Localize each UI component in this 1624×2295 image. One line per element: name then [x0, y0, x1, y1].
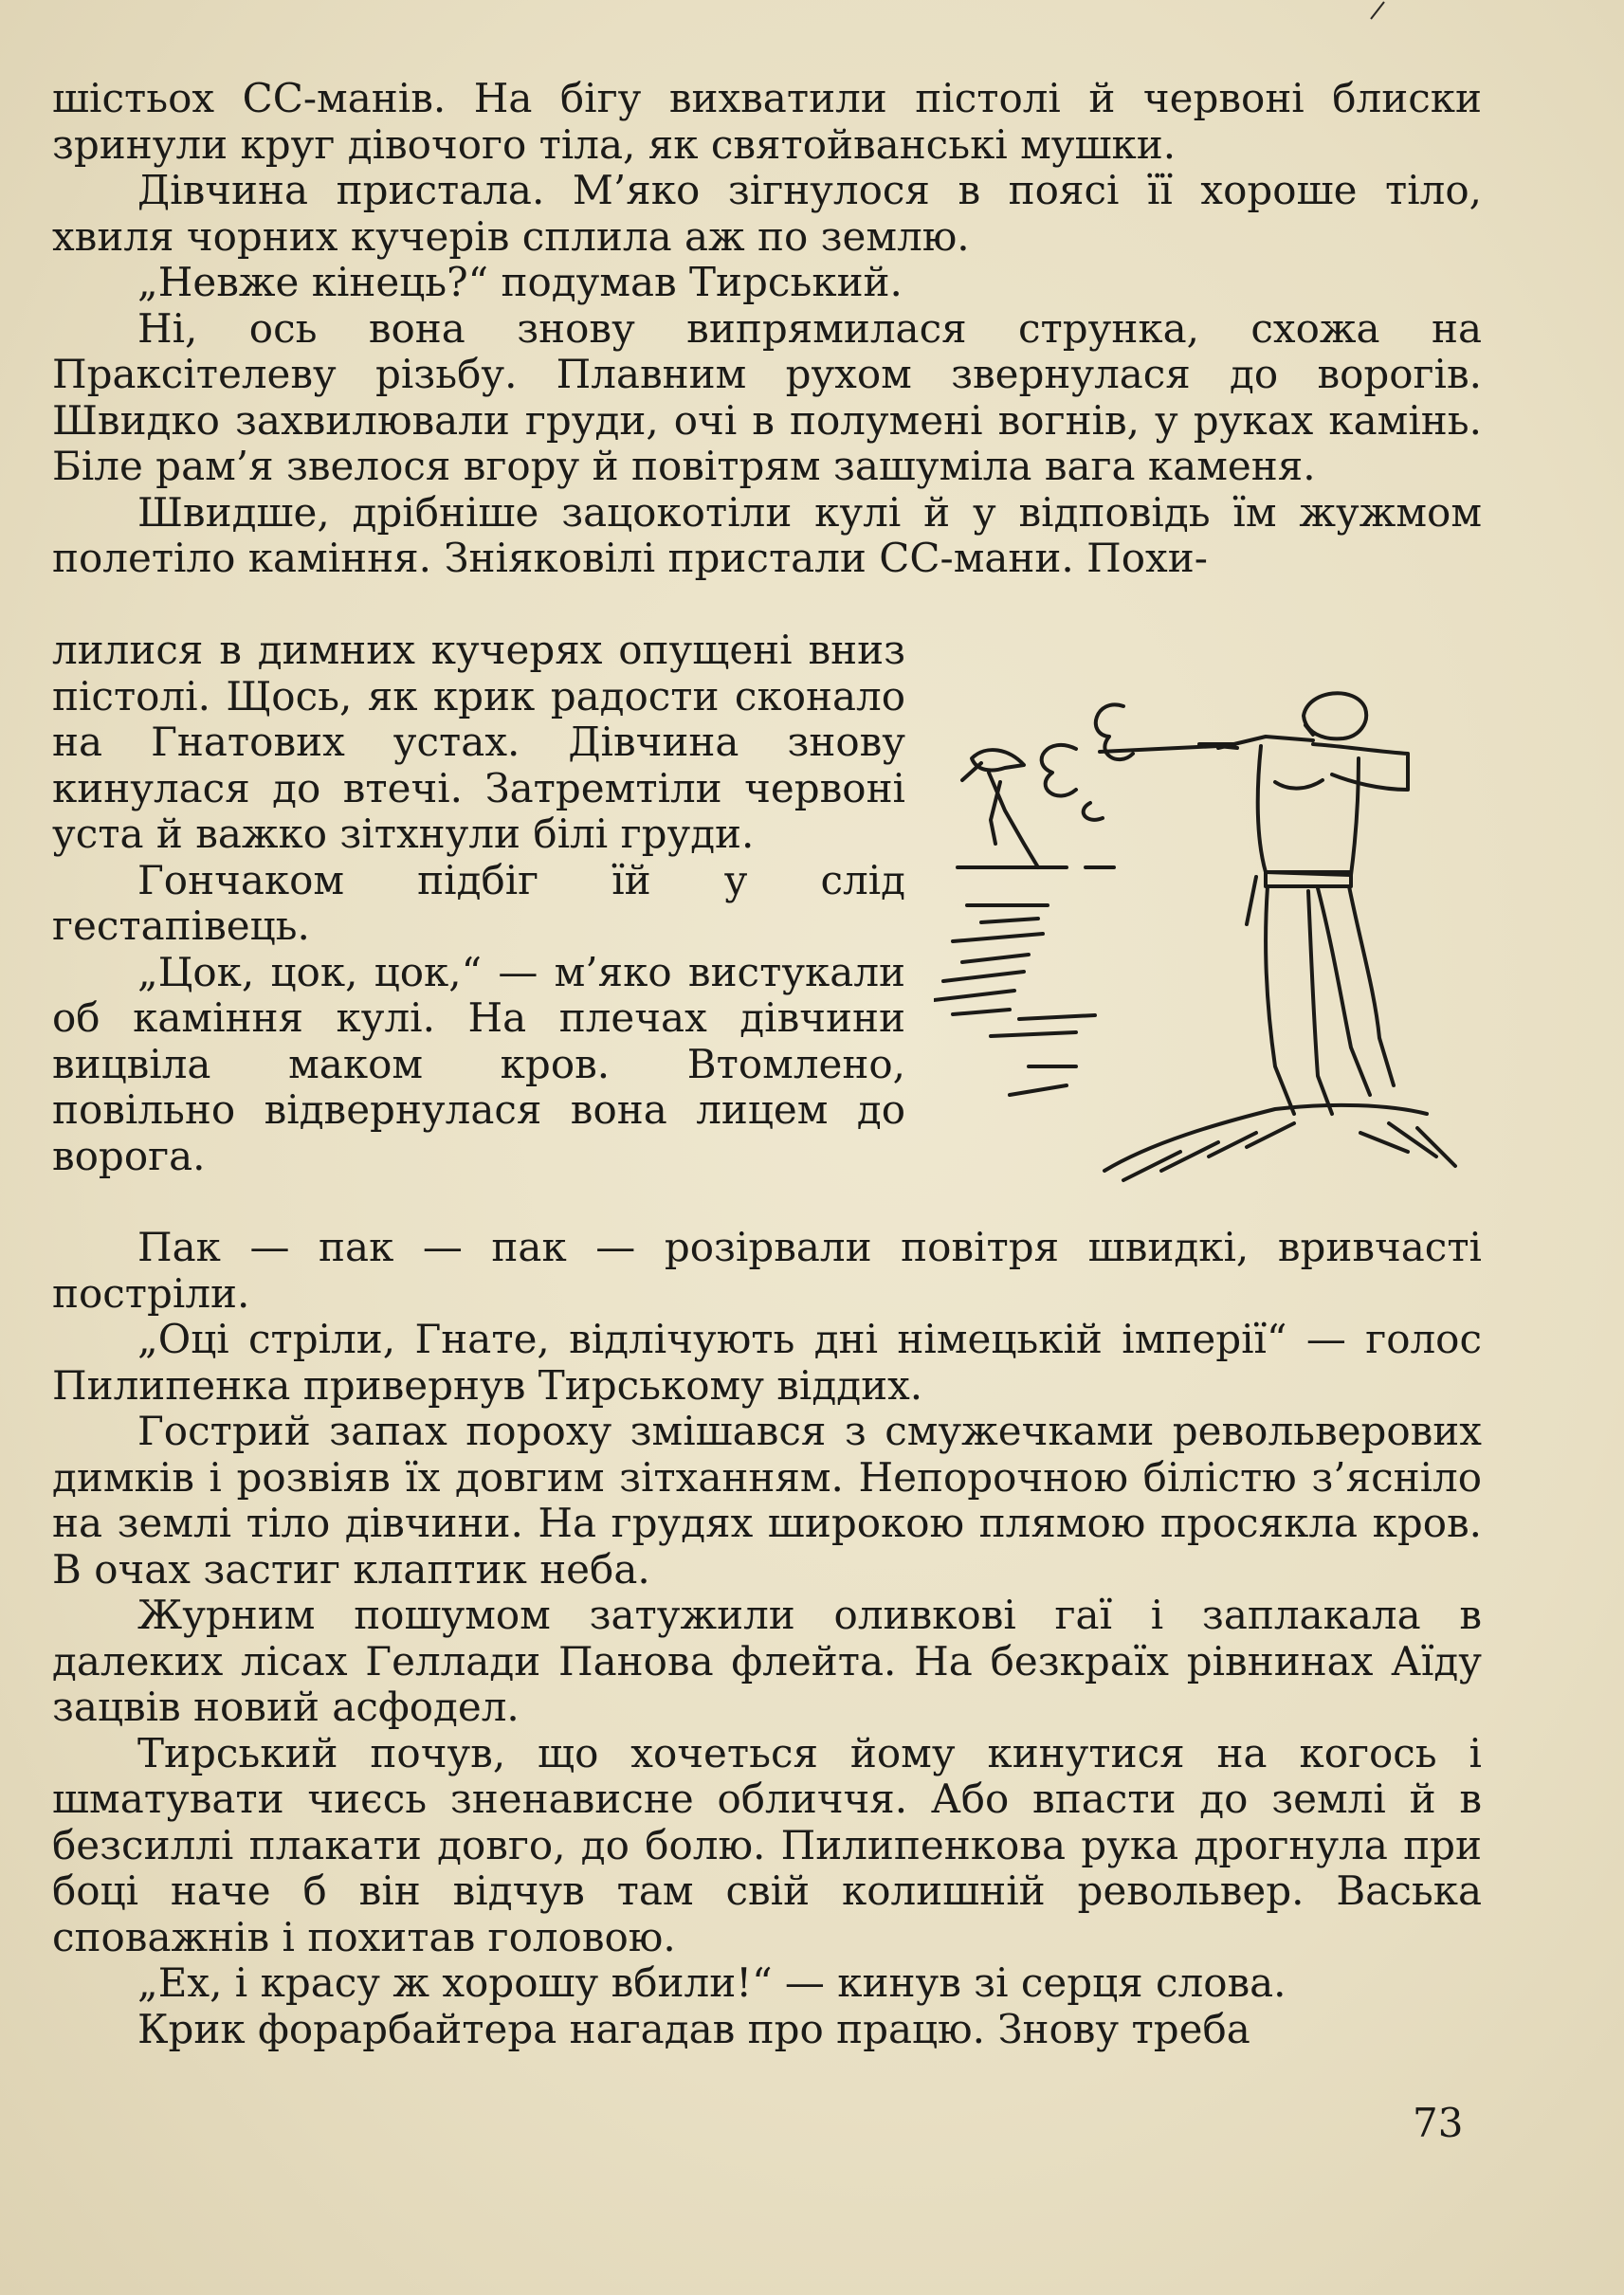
paragraph: Журним пошумом затужили оливкові гаї і заплакала в далеких лісах Геллади Панова флейта. На безкраїх рівнинах Аїду зацвів новий асфодел.	[52, 1592, 1482, 1730]
page-number: 73	[1413, 2100, 1464, 2146]
paragraph: Дівчина пристала. М’яко зігнулося в поясі її хороше тіло, хвиля чорних кучерів сплила аж по землю.	[52, 167, 1482, 260]
paragraph: Гончаком підбіг їй у слід гестапівець.	[52, 856, 905, 949]
paragraph: Тирський почув, що хочеться йому кинутися на когось і шматувати чиєсь зненависне обличчя. Або впасти до землі й в безсиллі плакати довго, до болю. Пилипенкова рука дрогнула при боці наче б він відчув там свій колишній револьвер. Васька споважнів і похитав головою.	[52, 1729, 1482, 1960]
paragraph: Пак — пак — пак — розірвали повітря швидкі, вривчасті постріли.	[52, 1224, 1482, 1317]
text-block-bottom	[52, 1225, 1482, 2052]
paragraph: шістьох СС-манів. На бігу вихватили пістолі й червоні блиски зринули круг дівочого тіла, як святойванські мушки.	[52, 75, 1482, 168]
paragraph: Швидше, дрібніше зацокотіли кулі й у відповідь їм жужмом полетіло каміння. Зніяковілі пристали СС-мани. Похи-	[52, 488, 1482, 581]
paragraph: Крик форарбайтера нагадав про працю. Знову треба	[137, 2005, 1250, 2052]
pen-mark	[1363, 0, 1392, 21]
smoke-puff	[1084, 803, 1103, 820]
text-block-top	[52, 76, 1482, 582]
smoke-puff	[1042, 745, 1076, 796]
illustration-soldier-shooting	[934, 678, 1503, 1209]
paragraph: „Невже кінець?“ подумав Тирський.	[137, 259, 903, 305]
rifle	[1100, 746, 1237, 752]
soldier-legs	[1266, 886, 1294, 1114]
paragraph: „Оці стріли, Гнате, відлічують дні німецькій імперії“ — голос Пилипенка привернув Тирському віддих.	[52, 1316, 1482, 1409]
soldier-torso	[1258, 746, 1359, 875]
text-block-beside-figure	[52, 628, 905, 1179]
paragraph: „Ех, і красу ж хорошу вбили!“ — кинув зі серця слова.	[137, 1959, 1286, 2006]
distant-figure	[972, 750, 1024, 770]
paragraph: „Цок, цок, цок,“ — м’яко вистукали об каміння кулі. На плечах дівчини вицвіла маком кров. Втомлено, повільно відвернулася вона лицем до ворога.	[52, 948, 905, 1179]
paragraph: Ні, ось вона знову випрямилася струнка, схожа на Праксітелеву різьбу. Плавним рухом звернулася до ворогів. Швидко захвилювали груди, очі в полумені вогнів, у руках камінь. Біле рам’я звелося вгору й повітрям зашуміла вага каменя.	[52, 304, 1482, 489]
paragraph: лилися в димних кучерях опущені вниз пістолі. Щось, як крик радости сконало на Гнатових устах. Дівчина знову кинулася до втечі. Затремтіли червоні уста й важко зітхнули білі груди.	[52, 627, 905, 857]
paragraph: Гострий запах пороху змішався з смужечками револьверових димків і розвіяв їх довгим зітханням. Непорочною білістю з’ясніло на землі тіло дівчини. На грудях широкою плямою просякла кров. В очах застиг клаптик неба.	[52, 1408, 1482, 1593]
